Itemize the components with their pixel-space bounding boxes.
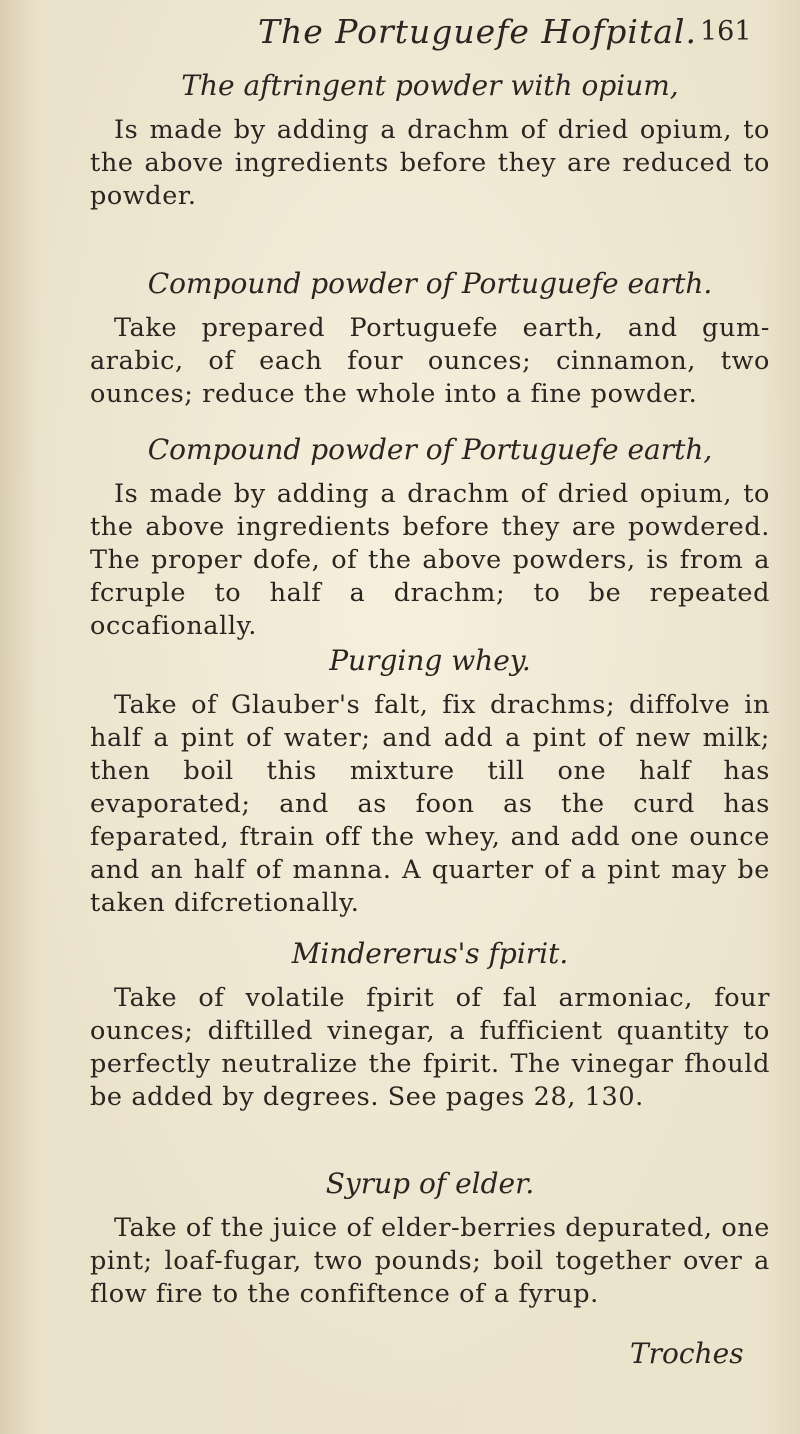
section-heading: The aftringent powder with opium,	[181, 69, 679, 102]
section-syrup-of-elder	[90, 1164, 770, 1311]
section-body: Take of Glauber's falt, fix drachms; diffolve in half a pint of water; and add a pint of new milk; then boil this mixture till one half has evaporated; and as foon as the curd has feparated, ftrain off the whey, and add one ounce and an half of manna. A quarter of a pint may be taken difcretionally.	[90, 690, 770, 918]
section-body: Is made by adding a drachm of dried opium, to the above ingredients before they are reduced to powder.	[90, 115, 770, 211]
section-compound-powder-earth-2	[90, 430, 770, 643]
section-body: Take of the juice of elder-berries depurated, one pint; loaf-fugar, two pounds; boil together over a flow fire to the confiftence of a fyrup.	[90, 1213, 770, 1309]
section-heading: Mindererus's fpirit.	[291, 937, 569, 970]
section-heading: Syrup of elder.	[325, 1167, 535, 1200]
section-heading: Compound powder of Portuguefe earth.	[147, 267, 713, 300]
section-heading: Purging whey.	[329, 644, 531, 677]
section-body: Is made by adding a drachm of dried opium, to the above ingredients before they are powdered. The proper dofe, of the above powders, is from a fcruple to half a drachm; to be repeated occafionally.	[90, 479, 770, 641]
section-mindererus-spirit	[90, 934, 770, 1114]
catchword: Troches	[630, 1337, 744, 1370]
section-compound-powder-earth-1	[90, 264, 770, 411]
section-purging-whey	[90, 641, 770, 920]
running-title: The Portuguefe Hofpital.	[258, 12, 697, 51]
section-heading: Compound powder of Portuguefe earth,	[147, 433, 713, 466]
section-body: Take prepared Portuguefe earth, and gum-arabic, of each four ounces; cinnamon, two ounces; reduce the whole into a fine powder.	[90, 313, 770, 409]
section-body: Take of volatile fpirit of fal armoniac, four ounces; diftilled vinegar, a fufficient quantity to perfectly neutralize the fpirit. The vinegar fhould be added by degrees. See pages 28, 130.	[90, 983, 770, 1112]
page-number: 161	[700, 16, 752, 47]
section-astringent-powder-opium	[90, 66, 770, 213]
running-head	[0, 8, 800, 58]
